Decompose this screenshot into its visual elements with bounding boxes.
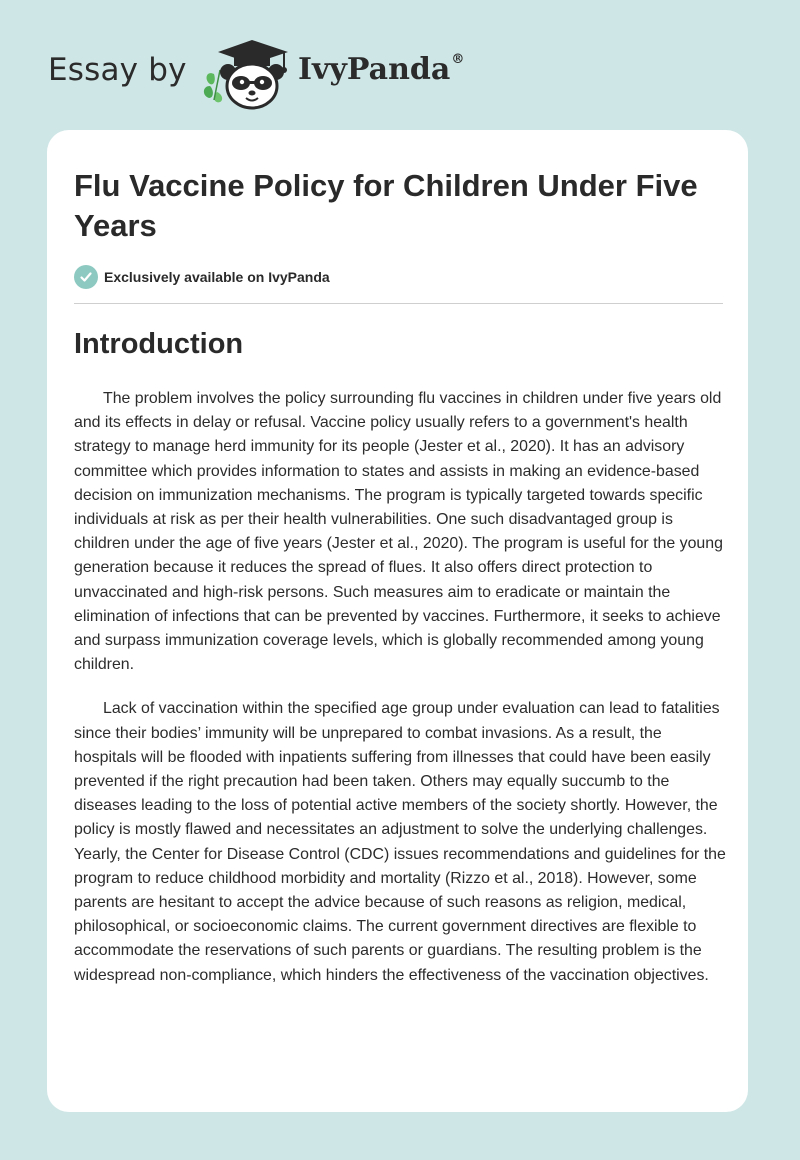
section-heading: Introduction	[74, 328, 244, 360]
exclusive-text: Exclusively available on IvyPanda	[104, 269, 330, 285]
paragraph: The problem involves the policy surrounding flu vaccines in children under five years old and its effects in delay or refusal. Vaccine policy usually refers to a government's health strategy to manage herd immunity for its people (Jester et al., 2020). It has an advisory committee which provides information to states and assists in making an evidence-based decision on immunization mechanisms. The program is typically targeted towards specific individuals at risk as per their health vulnerabilities. One such disadvantaged group is children under the age of five years (Jester et al., 2020). The program is useful for the young generation because it reduces the spread of flues. It also offers direct protection to unvaccinated and high-risk persons. Such measures aim to eradicate or maintain the elimination of infections that can be prevented by vaccines. Furthermore, it seeks to achieve and surpass immunization coverage levels, which is globally recommended among young children.	[74, 390, 723, 674]
paragraph: Lack of vaccination within the specified age group under evaluation can lead to fatalities since their bodies’ immunity will be unprepared to combat invasions. As a result, the hospitals will be flooded with inpatients suffering from illnesses that could have been easily prevented if the right precaution had been taken. Others may equally succumb to the diseases leading to the loss of potential active members of the society shortly. However, the policy is mostly flawed and necessitates an adjustment to solve the underlying challenges. Yearly, the Center for Disease Control (CDC) issues recommendations and guidelines for the program to reduce childhood morbidity and mortality (Rizzo et al., 2018). However, some parents are hesitant to accept the advice because of such reasons as religion, medical, philosophical, or socioeconomic claims. The current government directives are flexible to accommodate the reservations of such parents or guardians. The resulting problem is the widespread non-compliance, which hinders the effectiveness of the vaccination objectives.	[74, 700, 726, 984]
registered-mark: ®	[451, 52, 465, 67]
article-body	[74, 387, 726, 1008]
exclusive-badge	[74, 264, 330, 290]
article-card	[47, 130, 748, 1112]
check-icon	[74, 265, 98, 289]
brand-name[interactable]: IvyPanda®	[298, 52, 465, 87]
brand-prefix: Essay by	[48, 52, 187, 88]
page-title: Flu Vaccine Policy for Children Under Five Years	[74, 168, 698, 243]
divider	[74, 303, 723, 304]
site-header	[0, 0, 800, 130]
ivy-leaf-icon	[204, 70, 222, 102]
panda-graduate-icon[interactable]	[200, 34, 296, 110]
